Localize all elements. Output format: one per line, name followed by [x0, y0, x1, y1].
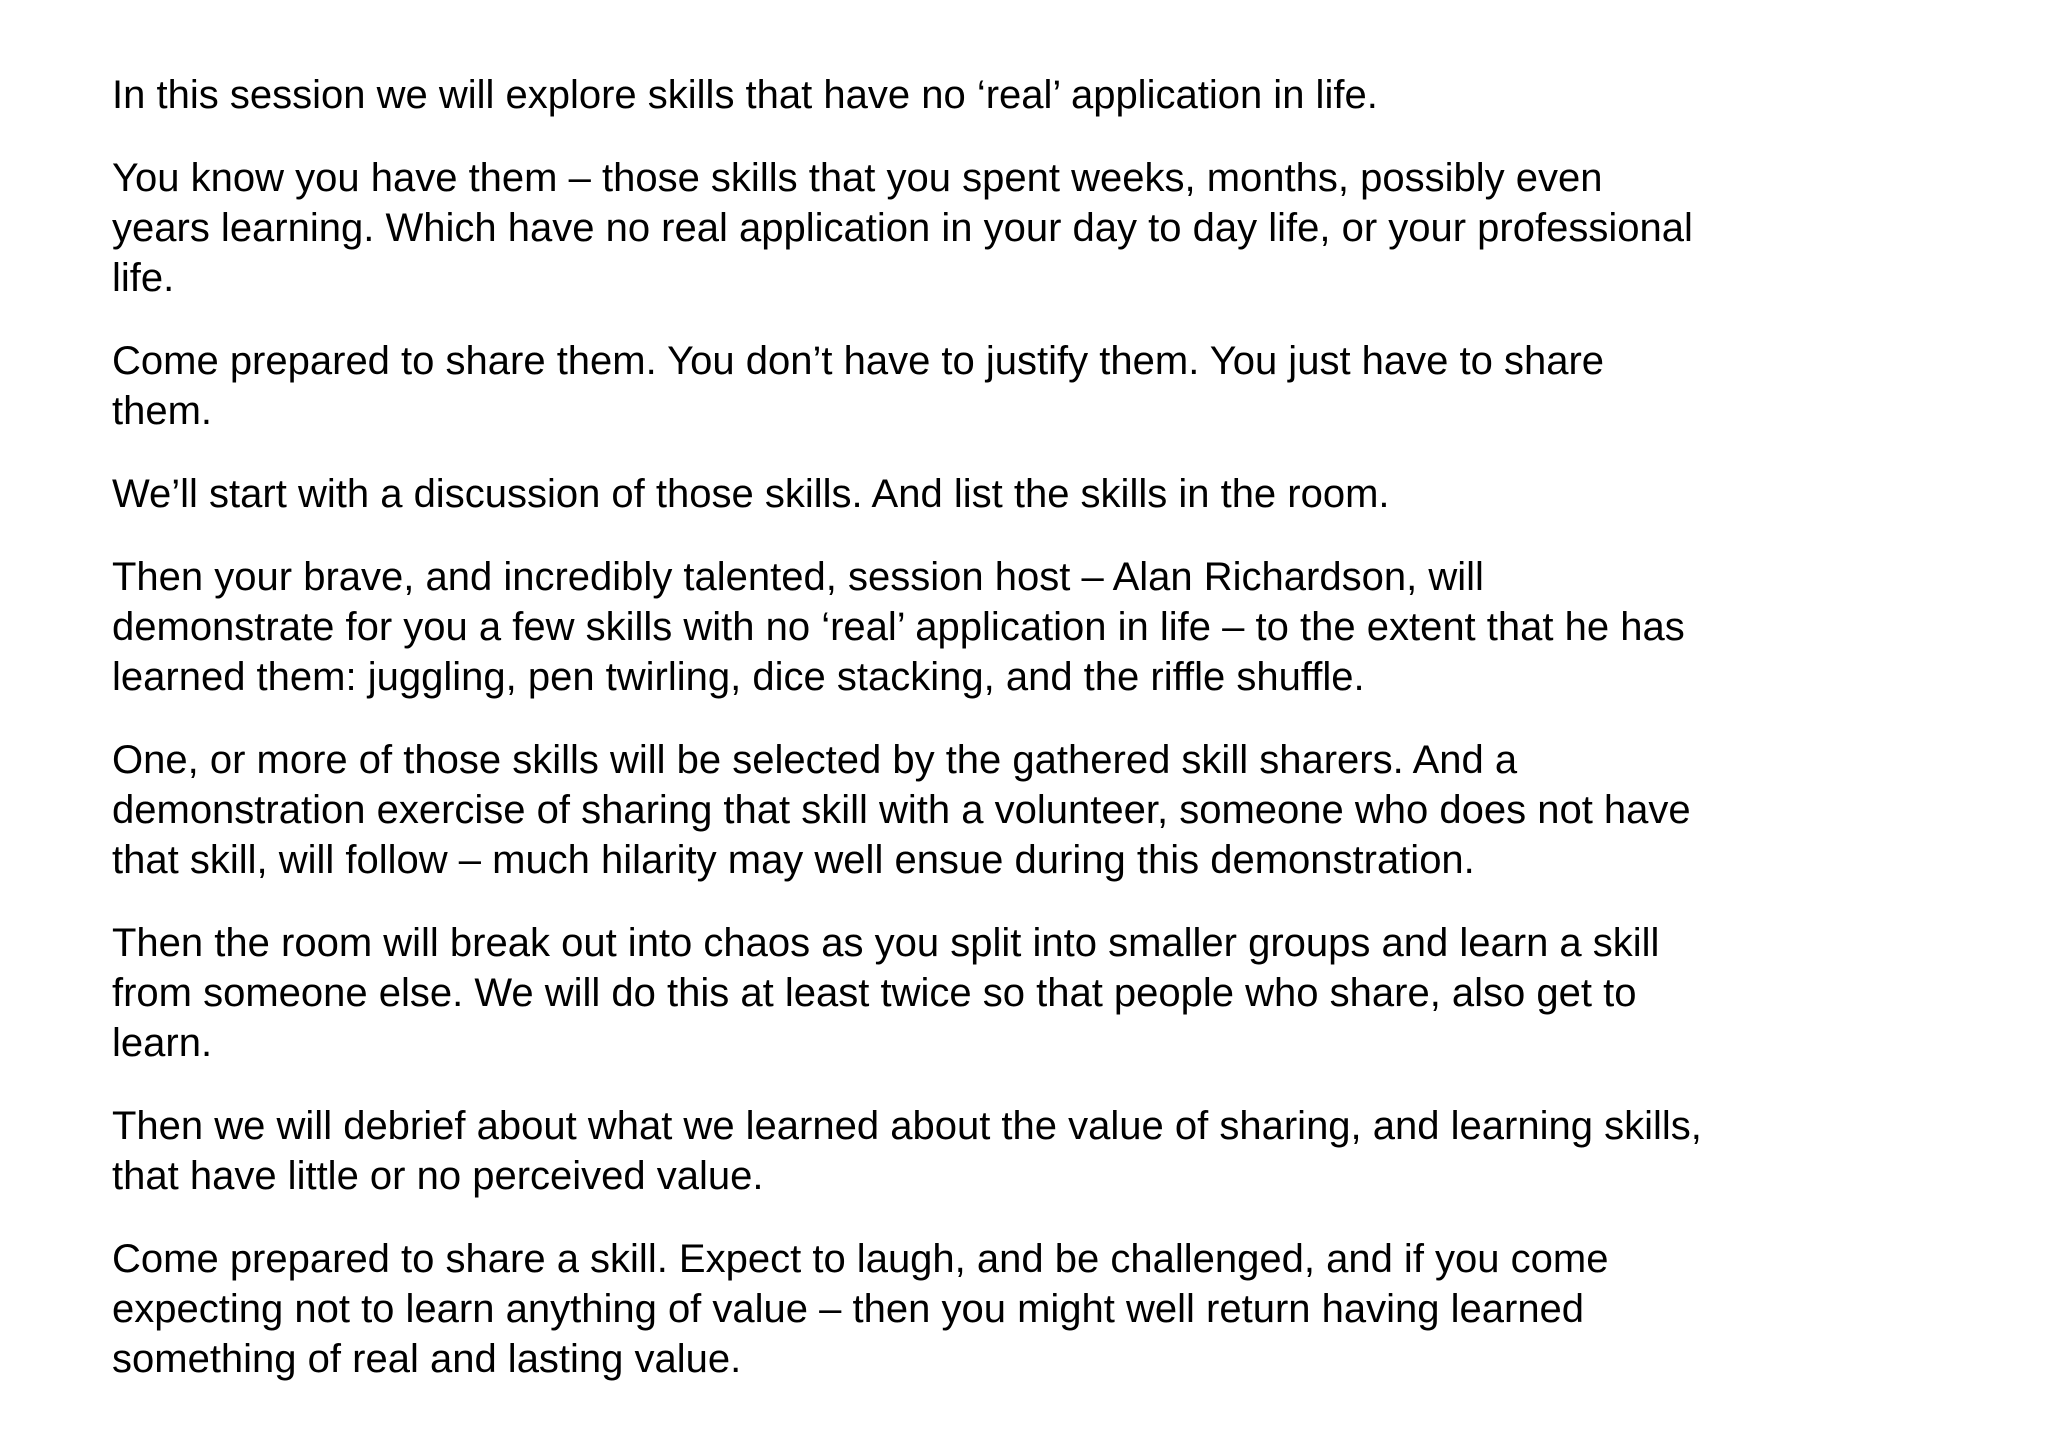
text-line: Come prepared to share them. You don’t have to justify them. You just have to share [112, 339, 1605, 383]
text-line: years learning. Which have no real application in your day to day life, or your professional [112, 206, 1693, 250]
paragraph-you-know [112, 153, 1892, 303]
text-line: One, or more of those skills will be selected by the gathered skill sharers. And a [112, 738, 1518, 782]
text-line: Then your brave, and incredibly talented, session host – Alan Richardson, will [112, 555, 1484, 599]
text-line: expecting not to learn anything of value – then you might well return having learned [112, 1287, 1585, 1331]
text-line: We’ll start with a discussion of those skills. And list the skills in the room. [112, 472, 1390, 516]
text-line: life. [112, 256, 175, 300]
text-line: In this session we will explore skills that have no ‘real’ application in life. [112, 73, 1378, 117]
document-body [112, 70, 1892, 1417]
text-line: demonstrate for you a few skills with no ‘real’ application in life – to the extent that he has [112, 605, 1685, 649]
paragraph-breakout [112, 918, 1892, 1068]
text-line: that skill, will follow – much hilarity may well ensue during this demonstration. [112, 838, 1475, 882]
text-line: demonstration exercise of sharing that skill with a volunteer, someone who does not have [112, 788, 1691, 832]
paragraph-come-prepared [112, 336, 1892, 436]
text-line: Then we will debrief about what we learned about the value of sharing, and learning skills, [112, 1104, 1702, 1148]
text-line: Come prepared to share a skill. Expect to laugh, and be challenged, and if you come [112, 1237, 1609, 1281]
paragraph-demonstration [112, 735, 1892, 885]
paragraph-closing [112, 1234, 1892, 1384]
text-line: something of real and lasting value. [112, 1337, 742, 1381]
text-line: from someone else. We will do this at least twice so that people who share, also get to [112, 971, 1637, 1015]
paragraph-debrief [112, 1101, 1892, 1201]
paragraph-discussion [112, 469, 1892, 519]
text-line: You know you have them – those skills that you spent weeks, months, possibly even [112, 156, 1603, 200]
text-line: them. [112, 389, 213, 433]
text-line: Then the room will break out into chaos as you split into smaller groups and learn a skill [112, 921, 1660, 965]
paragraph-session-host [112, 552, 1892, 702]
text-line: learned them: juggling, pen twirling, dice stacking, and the riffle shuffle. [112, 655, 1365, 699]
text-line: that have little or no perceived value. [112, 1154, 764, 1198]
paragraph-intro [112, 70, 1892, 120]
text-line: learn. [112, 1021, 213, 1065]
